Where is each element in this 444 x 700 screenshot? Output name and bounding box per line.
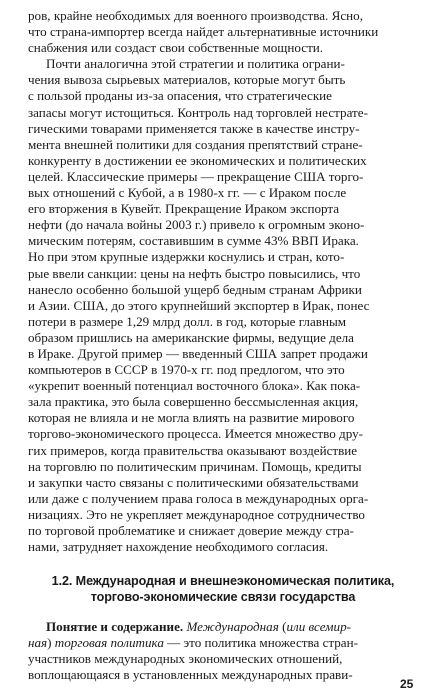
text-line: чения вывоза сырьевых материалов, которые могут быть: [28, 72, 346, 88]
text-line: гих примеров, когда правительства оказывают воздействие: [28, 442, 358, 458]
text-line: [28, 619, 418, 635]
text-line: Но при этом крупные издержки коснулись и стран, кото-: [28, 249, 345, 265]
section-spacer: [28, 555, 418, 573]
text-line: мента внешней политики для создания препятствий стране-: [28, 136, 363, 152]
text-line: с пользой проданы из-за опасения, что стратегические: [28, 88, 332, 104]
text-line: его вторжения в Кувейт. Прекращение Ираком экспорта: [28, 201, 340, 217]
text-line: которая не влияла и не могла влиять на развитие мирового: [28, 410, 355, 426]
text-line: запасы могут истощиться. Контроль над торговлей нестрате-: [28, 104, 368, 120]
section-heading: [28, 573, 418, 605]
text-line: и Азии. США, до этого крупнейший экспортер в Ирак, понес: [28, 297, 370, 313]
heading-line: торгово-экономические связи государства: [90, 590, 356, 605]
text-line: на торговлю по политическим причинам. Помощь, кредиты: [28, 458, 362, 474]
text-line: Почти аналогична этой стратегии и политика ограни-: [46, 56, 345, 72]
bracket: (: [282, 619, 287, 635]
heading-spacer: [28, 605, 418, 619]
text-line: в Ираке. Другой пример — введенный США запрет продажи: [28, 345, 368, 361]
text-line: «укрепит военный потенциал восточного блока». Как пока-: [28, 378, 361, 394]
text-line: целей. Классические примеры — прекращение США торго-: [28, 168, 364, 184]
text-line: зала практика, это была совершенно бессмысленная акция,: [28, 394, 359, 410]
italic-term: ная: [28, 635, 48, 651]
text-line: [28, 635, 418, 651]
text-line: по торговой проблематике и снижает доверие между стра-: [28, 523, 354, 538]
text-line: низациях. Это не укрепляет международное сотрудничество: [28, 506, 365, 522]
text-line: вых отношений с Кубой, а в 1980-х гг. — с Ираком после: [28, 185, 347, 201]
text-line: и закупки часто связаны с политическими обязательствами: [28, 474, 359, 490]
text-line: что страна-импортер всегда найдет альтернативные источники: [28, 24, 379, 40]
text-line: снабжения или создаст свои собственные мощности.: [28, 40, 324, 56]
heading-line: 1.2. Международная и внешнеэкономическая политика,: [51, 574, 395, 589]
text-line: образом пришлись на американские фирмы, ведущие дела: [28, 329, 354, 345]
text-fragment: — это политика множества стран-: [167, 635, 358, 651]
page-number: 25: [400, 677, 414, 691]
italic-term: или всемир-: [286, 619, 351, 635]
text-line: рые ввели санкции: цены на нефть быстро повысились, что: [28, 265, 361, 281]
text-line: нанесло особенно большой ущерб бедным странам Африки: [28, 281, 362, 297]
page-body: [28, 8, 418, 684]
paragraph-trade-control: [46, 56, 418, 72]
text-line: участников международных экономических отношений,: [28, 651, 343, 667]
italic-term: торговая политика: [54, 635, 164, 651]
lead-term: Понятие и содержание.: [46, 619, 184, 635]
text-line: торгово-экономического процесса. Имеется множество дру-: [28, 426, 363, 442]
text-line: потери в размере 1,29 млрд долл. в год, которые главным: [28, 313, 347, 329]
text-line: гическими товарами применяется также в качестве инстру-: [28, 120, 360, 136]
italic-term: Международная: [186, 619, 279, 635]
text-line: нами, затрудняет нахождение необходимого согласия.: [28, 539, 329, 555]
text-line: воплощающаяся в установленных международных прави-: [28, 667, 353, 683]
text-line: нефти (до начала войны 2003 г.) привело к огромным эконо-: [28, 217, 365, 233]
paragraph-continued: [28, 8, 418, 56]
bracket: ): [47, 635, 52, 651]
text-line: компьютеров в СССР в 1970-х гг. под предлогом, что это: [28, 362, 345, 378]
text-line: мическим потерям, составившим в сумме 43% ВВП Ирака.: [28, 233, 359, 249]
text-line: или даже с получением права голоса в международных орга-: [28, 490, 369, 506]
text-line: ров, крайне необходимых для военного производства. Ясно,: [28, 8, 363, 23]
text-line: конкуренту в достижении ее экономических и политических: [28, 152, 367, 168]
paragraph-trade-control-body: [28, 72, 418, 555]
paragraph-definition: [28, 619, 418, 683]
